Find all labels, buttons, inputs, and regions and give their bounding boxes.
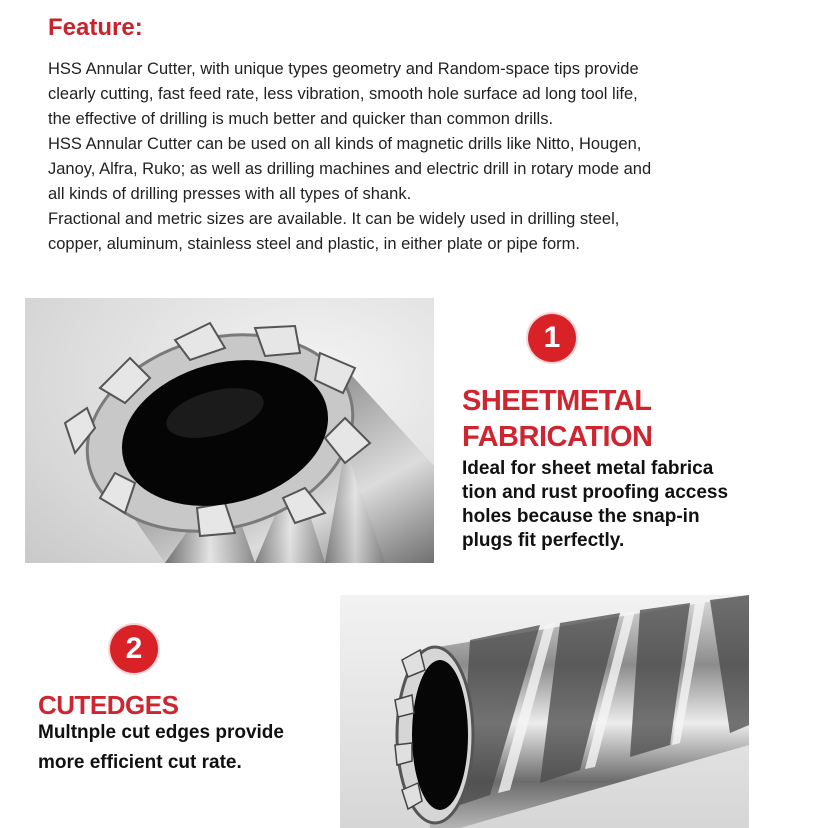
feature-line: HSS Annular Cutter, with unique types geometry and Random-space tips provide <box>48 60 639 78</box>
section-title-line: SHEETMETAL <box>462 385 652 417</box>
section-description <box>38 718 338 778</box>
feature-line: Fractional and metric sizes are available. It can be widely used in drilling steel, <box>48 210 620 228</box>
section-description <box>462 457 762 553</box>
cutter-side-view-photo <box>340 595 749 828</box>
feature-line: clearly cutting, fast feed rate, less vibration, smooth hole surface ad long tool life, <box>48 85 638 103</box>
cutter-side-view-illustration <box>340 595 749 828</box>
section-number-badge: 1 <box>528 314 576 362</box>
section-number-badge: 2 <box>110 625 158 673</box>
feature-title: Feature: <box>48 14 143 41</box>
feature-line: all kinds of drilling presses with all types of shank. <box>48 185 412 203</box>
section-title: CUTEDGES <box>38 690 179 720</box>
section-text-line: more efficient cut rate. <box>38 752 242 773</box>
section-text-line: holes because the snap-in <box>462 506 700 527</box>
feature-description <box>48 57 768 257</box>
feature-line: copper, aluminum, stainless steel and plastic, in either plate or pipe form. <box>48 235 580 253</box>
cutter-end-view-illustration <box>25 298 434 563</box>
feature-line: Janoy, Alfra, Ruko; as well as drilling machines and electric drill in rotary mode and <box>48 160 652 178</box>
feature-line: HSS Annular Cutter can be used on all kinds of magnetic drills like Nitto, Hougen, <box>48 135 642 153</box>
section-title-line: FABRICATION <box>462 421 653 453</box>
feature-line: the effective of drilling is much better and quicker than common drills. <box>48 110 554 128</box>
section-text-line: Ideal for sheet metal fabrica <box>462 458 714 479</box>
section-text-line: Multnple cut edges provide <box>38 722 284 743</box>
section-text-line: tion and rust proofing access <box>462 482 729 503</box>
section-text-line: plugs fit perfectly. <box>462 530 625 551</box>
cutter-end-view-photo <box>25 298 434 563</box>
